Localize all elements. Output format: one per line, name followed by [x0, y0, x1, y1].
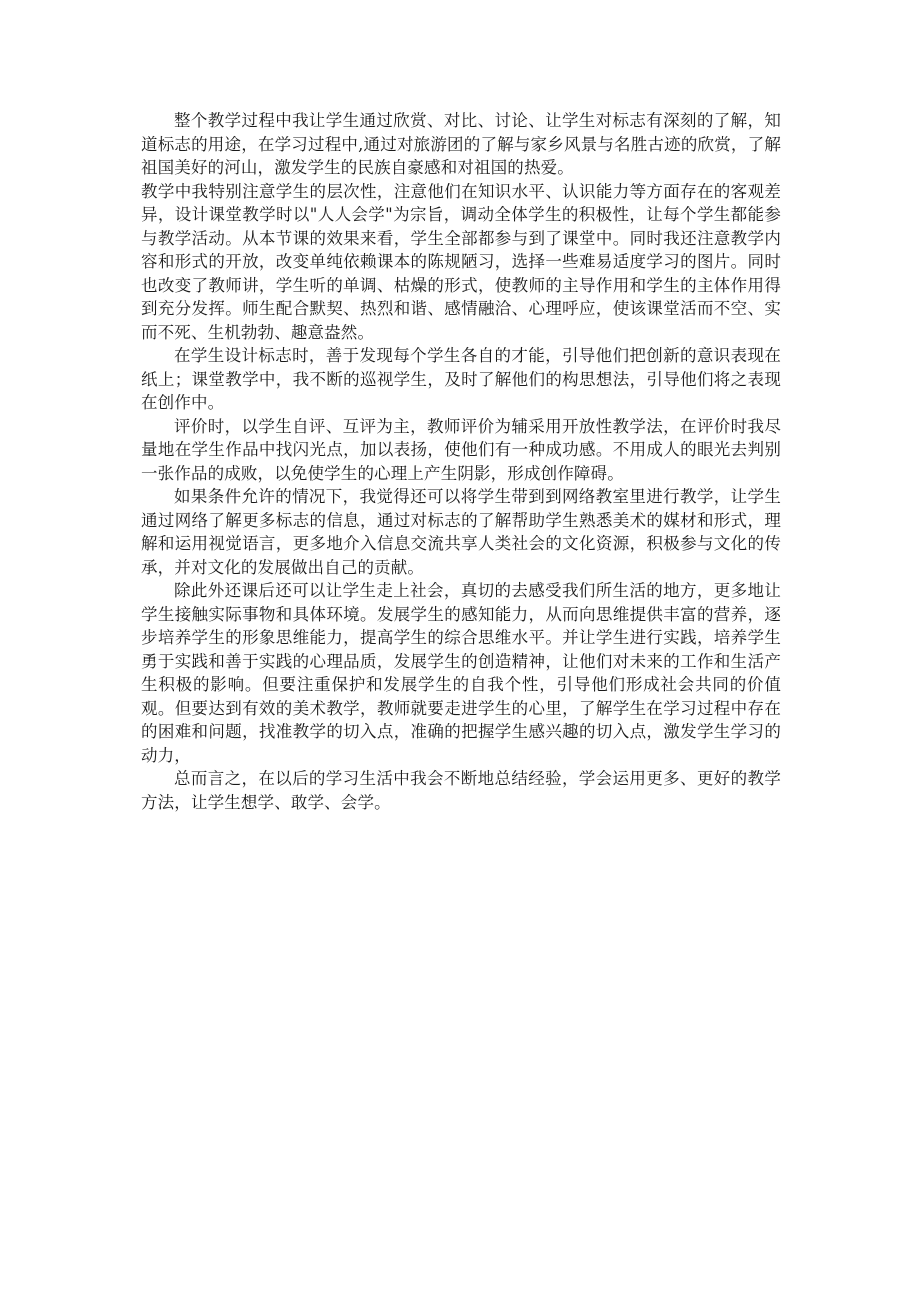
paragraph-3: 在学生设计标志时，善于发现每个学生各自的才能，引导他们把创新的意识表现在纸上；课堂教学中，我不断的巡视学生，及时了解他们的构思想法，引导他们将之表现在创作中。 [141, 346, 781, 412]
paragraph-6: 除此外还课后还可以让学生走上社会，真切的去感受我们所生活的地方，更多地让学生接触实际事物和具体环境。发展学生的感知能力，从而向思维提供丰富的营养，逐步培养学生的形象思维能力，提高学生的综合思维水平。并让学生进行实践，培养学生勇于实践和善于实践的心理品质，发展学生的创造精神，让他们对未来的工作和生活产生积极的影响。但要注重保护和发展学生的自我个性，引导他们形成社会共同的价值观。但要达到有效的美术教学，教师就要走进学生的心里，了解学生在学习过程中存在的困难和问题，找准教学的切入点，准确的把握学生感兴趣的切入点，激发学生学习的动力， [141, 581, 781, 765]
paragraph-1: 整个教学过程中我让学生通过欣赏、对比、讨论、让学生对标志有深刻的了解，知道标志的用途，在学习过程中,通过对旅游团的了解与家乡风景与名胜古迹的欣赏，了解祖国美好的河山，激发学生的民族自豪感和对祖国的热爱。 [141, 111, 781, 177]
paragraph-7: 总而言之，在以后的学习生活中我会不断地总结经验，学会运用更多、更好的教学方法，让学生想学、敢学、会学。 [141, 769, 781, 812]
paragraph-2: 教学中我特别注意学生的层次性，注意他们在知识水平、认识能力等方面存在的客观差异，设计课堂教学时以"人人会学"为宗旨，调动全体学生的积极性，让每个学生都能参与教学活动。从本节课的效果来看，学生全部都参与到了课堂中。同时我还注意教学内容和形式的开放，改变单纯依赖课本的陈规陋习，选择一些难易适度学习的图片。同时也改变了教师讲，学生听的单调、枯燥的形式，使教师的主导作用和学生的主体作用得到充分发挥。师生配合默契、热烈和谐、感情融洽、心理呼应，使该课堂活而不空、实而不死、生机勃勃、趣意盎然。 [141, 181, 781, 342]
document-body [141, 109, 781, 814]
paragraph-5: 如果条件允许的情况下，我觉得还可以将学生带到到网络教室里进行教学，让学生通过网络了解更多标志的信息，通过对标志的了解帮助学生熟悉美术的媒材和形式，理解和运用视觉语言，更多地介入信息交流共享人类社会的文化资源，积极参与文化的传承，并对文化的发展做出自己的贡献。 [141, 487, 781, 577]
paragraph-4: 评价时，以学生自评、互评为主，教师评价为辅采用开放性教学法，在评价时我尽量地在学生作品中找闪光点，加以表扬，使他们有一种成功感。不用成人的眼光去判别一张作品的成败，以免使学生的心理上产生阴影，形成创作障碍。 [141, 416, 781, 483]
